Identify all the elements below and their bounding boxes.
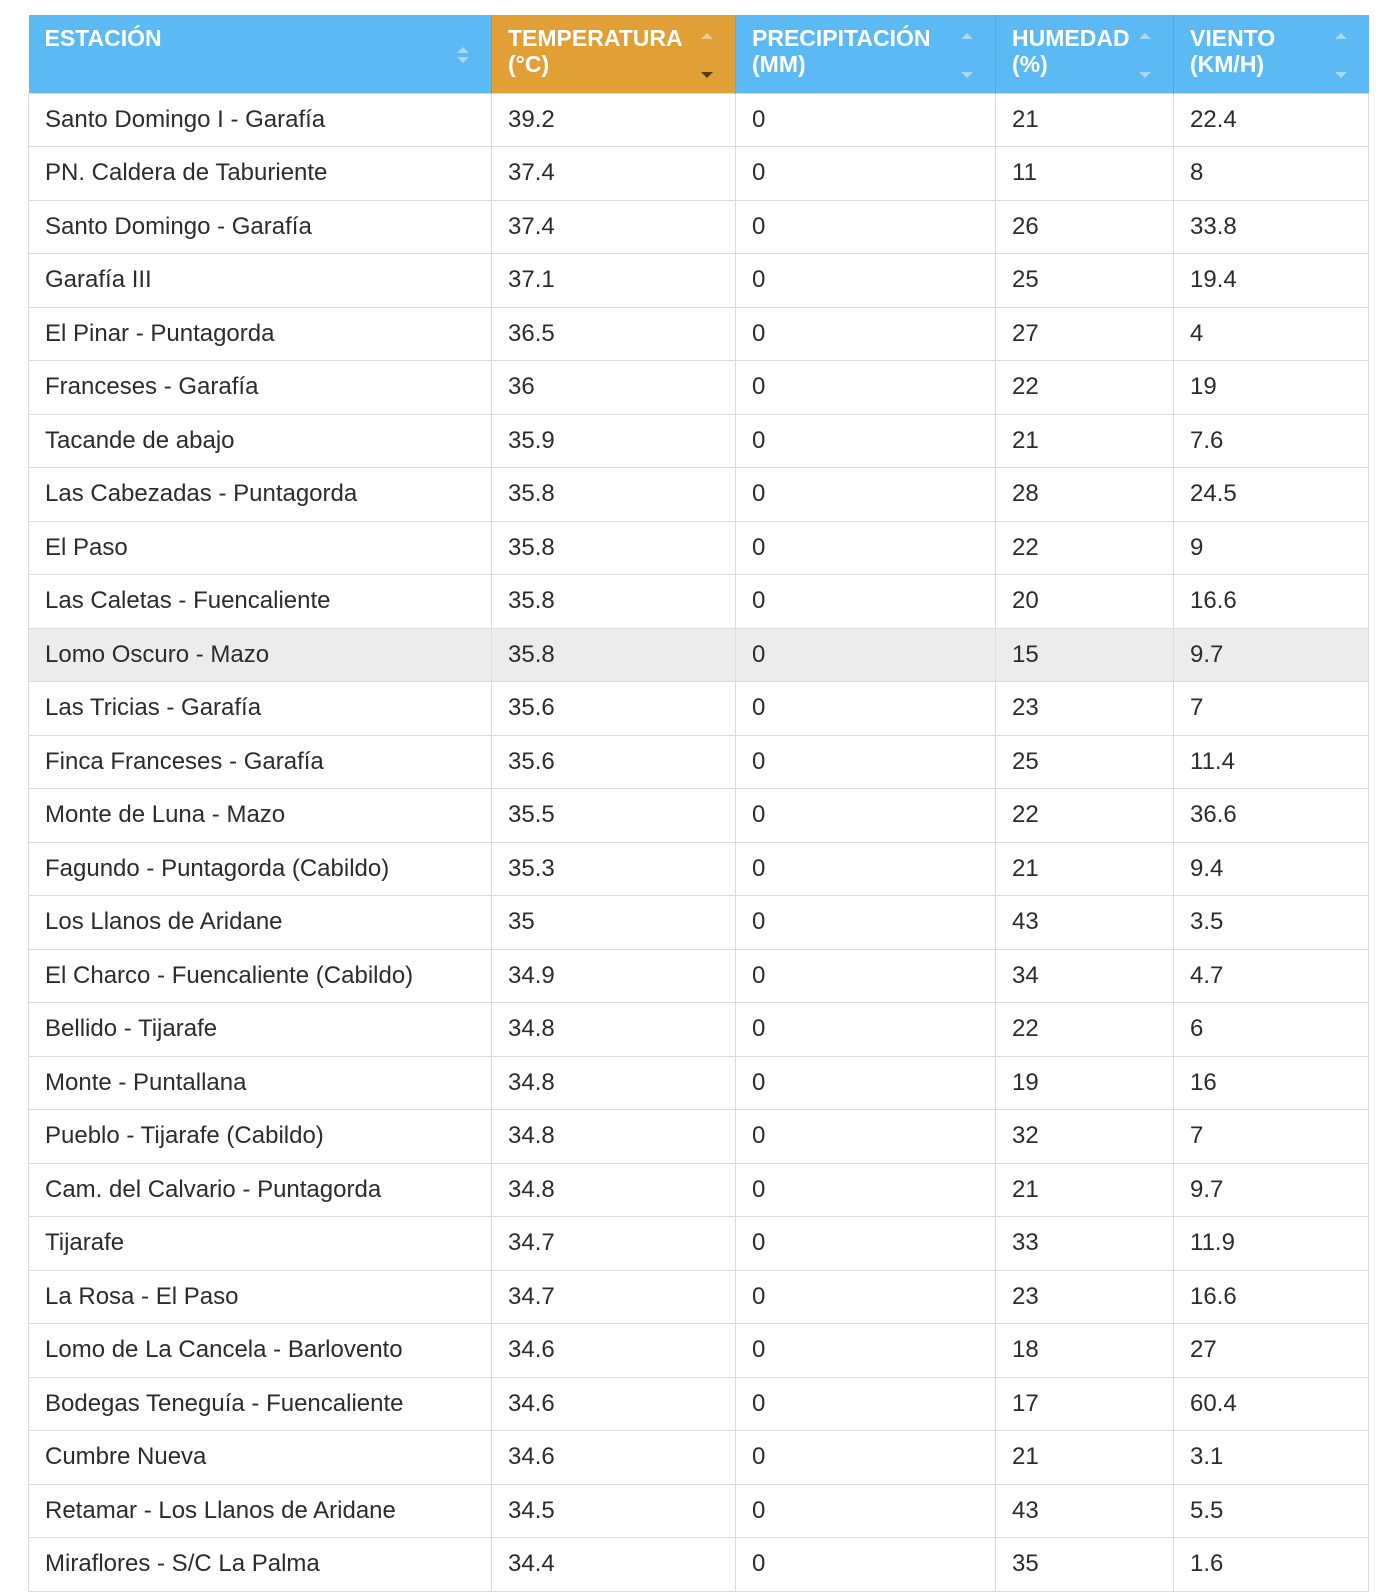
column-header-label: TEMPERATURA xyxy=(508,25,683,51)
humidity-cell: 32 xyxy=(996,1110,1174,1164)
table-row[interactable] xyxy=(29,147,1369,201)
table-row[interactable] xyxy=(29,1431,1369,1485)
wind-cell: 11.9 xyxy=(1174,1217,1369,1271)
table-row[interactable] xyxy=(29,1324,1369,1378)
column-header-estacion[interactable] xyxy=(29,15,492,93)
table-row[interactable] xyxy=(29,361,1369,415)
wind-cell: 4 xyxy=(1174,307,1369,361)
precipitation-cell: 0 xyxy=(736,521,996,575)
precipitation-cell: 0 xyxy=(736,735,996,789)
temperature-cell: 35.8 xyxy=(492,468,736,522)
humidity-cell: 28 xyxy=(996,468,1174,522)
wind-cell: 3.1 xyxy=(1174,1431,1369,1485)
wind-cell: 7 xyxy=(1174,1110,1369,1164)
temperature-cell: 36.5 xyxy=(492,307,736,361)
precipitation-cell: 0 xyxy=(736,414,996,468)
table-row[interactable] xyxy=(29,521,1369,575)
humidity-cell: 11 xyxy=(996,147,1174,201)
table-row[interactable] xyxy=(29,1056,1369,1110)
humidity-cell: 27 xyxy=(996,307,1174,361)
station-cell: Tacande de abajo xyxy=(29,414,492,468)
column-header-unit: (MM) xyxy=(752,51,806,77)
table-row[interactable] xyxy=(29,414,1369,468)
humidity-cell: 17 xyxy=(996,1377,1174,1431)
table-row[interactable] xyxy=(29,575,1369,629)
temperature-cell: 37.4 xyxy=(492,147,736,201)
column-header-viento[interactable] xyxy=(1174,15,1369,93)
wind-cell: 9.7 xyxy=(1174,628,1369,682)
station-cell: Cumbre Nueva xyxy=(29,1431,492,1485)
humidity-cell: 22 xyxy=(996,521,1174,575)
station-cell: Las Caletas - Fuencaliente xyxy=(29,575,492,629)
station-cell: El Pinar - Puntagorda xyxy=(29,307,492,361)
precipitation-cell: 0 xyxy=(736,949,996,1003)
precipitation-cell: 0 xyxy=(736,1431,996,1485)
station-cell: Cam. del Calvario - Puntagorda xyxy=(29,1163,492,1217)
precipitation-cell: 0 xyxy=(736,1163,996,1217)
temperature-cell: 35.6 xyxy=(492,735,736,789)
column-header-unit: (°C) xyxy=(508,51,550,77)
station-cell: Pueblo - Tijarafe (Cabildo) xyxy=(29,1110,492,1164)
humidity-cell: 33 xyxy=(996,1217,1174,1271)
temperature-cell: 34.6 xyxy=(492,1324,736,1378)
table-row[interactable] xyxy=(29,789,1369,843)
column-header-label: HUMEDAD xyxy=(1012,25,1130,51)
table-row[interactable] xyxy=(29,93,1369,147)
precipitation-cell: 0 xyxy=(736,307,996,361)
precipitation-cell: 0 xyxy=(736,575,996,629)
humidity-cell: 22 xyxy=(996,361,1174,415)
temperature-cell: 35.8 xyxy=(492,521,736,575)
station-cell: Las Cabezadas - Puntagorda xyxy=(29,468,492,522)
precipitation-cell: 0 xyxy=(736,896,996,950)
table-row[interactable] xyxy=(29,1377,1369,1431)
temperature-cell: 34.9 xyxy=(492,949,736,1003)
wind-cell: 24.5 xyxy=(1174,468,1369,522)
precipitation-cell: 0 xyxy=(736,1217,996,1271)
table-row[interactable] xyxy=(29,628,1369,682)
column-header-label: VIENTO xyxy=(1190,25,1276,51)
column-header-precipitacion[interactable] xyxy=(736,15,996,93)
wind-cell: 36.6 xyxy=(1174,789,1369,843)
wind-cell: 8 xyxy=(1174,147,1369,201)
precipitation-cell: 0 xyxy=(736,468,996,522)
humidity-cell: 21 xyxy=(996,1163,1174,1217)
wind-cell: 16.6 xyxy=(1174,575,1369,629)
wind-cell: 9 xyxy=(1174,521,1369,575)
precipitation-cell: 0 xyxy=(736,361,996,415)
sort-descending-icon[interactable] xyxy=(701,31,713,87)
temperature-cell: 35.9 xyxy=(492,414,736,468)
station-cell: El Charco - Fuencaliente (Cabildo) xyxy=(29,949,492,1003)
precipitation-cell: 0 xyxy=(736,1110,996,1164)
temperature-cell: 34.4 xyxy=(492,1538,736,1592)
humidity-cell: 35 xyxy=(996,1538,1174,1592)
humidity-cell: 22 xyxy=(996,1003,1174,1057)
temperature-cell: 34.8 xyxy=(492,1003,736,1057)
station-cell: Lomo Oscuro - Mazo xyxy=(29,628,492,682)
humidity-cell: 34 xyxy=(996,949,1174,1003)
temperature-cell: 36 xyxy=(492,361,736,415)
sort-icon[interactable] xyxy=(961,31,973,87)
station-cell: PN. Caldera de Taburiente xyxy=(29,147,492,201)
humidity-cell: 20 xyxy=(996,575,1174,629)
station-cell: Las Tricias - Garafía xyxy=(29,682,492,736)
column-header-label: ESTACIÓN xyxy=(44,25,162,51)
wind-cell: 16.6 xyxy=(1174,1270,1369,1324)
table-row[interactable] xyxy=(29,1003,1369,1057)
temperature-cell: 34.6 xyxy=(492,1377,736,1431)
precipitation-cell: 0 xyxy=(736,254,996,308)
column-header-temperatura[interactable] xyxy=(492,15,736,93)
temperature-cell: 34.6 xyxy=(492,1431,736,1485)
table-row[interactable] xyxy=(29,735,1369,789)
wind-cell: 9.7 xyxy=(1174,1163,1369,1217)
wind-cell: 19.4 xyxy=(1174,254,1369,308)
precipitation-cell: 0 xyxy=(736,842,996,896)
precipitation-cell: 0 xyxy=(736,628,996,682)
station-cell: Tijarafe xyxy=(29,1217,492,1271)
table-row[interactable] xyxy=(29,1270,1369,1324)
precipitation-cell: 0 xyxy=(736,1538,996,1592)
column-header-humedad[interactable] xyxy=(996,15,1174,93)
station-cell: Monte de Luna - Mazo xyxy=(29,789,492,843)
humidity-cell: 21 xyxy=(996,842,1174,896)
table-row[interactable] xyxy=(29,842,1369,896)
wind-cell: 3.5 xyxy=(1174,896,1369,950)
temperature-cell: 34.8 xyxy=(492,1056,736,1110)
humidity-cell: 22 xyxy=(996,789,1174,843)
table-row[interactable] xyxy=(29,468,1369,522)
station-cell: Franceses - Garafía xyxy=(29,361,492,415)
table-row[interactable] xyxy=(29,949,1369,1003)
station-cell: Monte - Puntallana xyxy=(29,1056,492,1110)
temperature-cell: 34.5 xyxy=(492,1484,736,1538)
table-body xyxy=(29,93,1369,1591)
wind-cell: 27 xyxy=(1174,1324,1369,1378)
wind-cell: 9.4 xyxy=(1174,842,1369,896)
station-cell: Lomo de La Cancela - Barlovento xyxy=(29,1324,492,1378)
temperature-cell: 37.1 xyxy=(492,254,736,308)
table-row[interactable] xyxy=(29,896,1369,950)
precipitation-cell: 0 xyxy=(736,147,996,201)
temperature-cell: 34.7 xyxy=(492,1270,736,1324)
wind-cell: 16 xyxy=(1174,1056,1369,1110)
weather-table-container xyxy=(28,15,1368,1592)
humidity-cell: 23 xyxy=(996,682,1174,736)
wind-cell: 19 xyxy=(1174,361,1369,415)
wind-cell: 6 xyxy=(1174,1003,1369,1057)
wind-cell: 33.8 xyxy=(1174,200,1369,254)
wind-cell: 4.7 xyxy=(1174,949,1369,1003)
precipitation-cell: 0 xyxy=(736,1003,996,1057)
humidity-cell: 21 xyxy=(996,1431,1174,1485)
humidity-cell: 21 xyxy=(996,93,1174,147)
station-cell: Retamar - Los Llanos de Aridane xyxy=(29,1484,492,1538)
wind-cell: 7 xyxy=(1174,682,1369,736)
sort-icon[interactable] xyxy=(457,31,469,87)
humidity-cell: 21 xyxy=(996,414,1174,468)
humidity-cell: 43 xyxy=(996,1484,1174,1538)
table-row[interactable] xyxy=(29,307,1369,361)
wind-cell: 22.4 xyxy=(1174,93,1369,147)
station-cell: Fagundo - Puntagorda (Cabildo) xyxy=(29,842,492,896)
humidity-cell: 25 xyxy=(996,735,1174,789)
temperature-cell: 35.6 xyxy=(492,682,736,736)
station-cell: Los Llanos de Aridane xyxy=(29,896,492,950)
humidity-cell: 25 xyxy=(996,254,1174,308)
table-row[interactable] xyxy=(29,200,1369,254)
precipitation-cell: 0 xyxy=(736,1484,996,1538)
station-cell: Finca Franceses - Garafía xyxy=(29,735,492,789)
table-header xyxy=(29,15,1369,93)
precipitation-cell: 0 xyxy=(736,1056,996,1110)
table-row[interactable] xyxy=(29,1163,1369,1217)
column-header-unit: (%) xyxy=(1012,51,1048,77)
station-cell: Miraflores - S/C La Palma xyxy=(29,1538,492,1592)
station-cell: El Paso xyxy=(29,521,492,575)
precipitation-cell: 0 xyxy=(736,1270,996,1324)
temperature-cell: 34.8 xyxy=(492,1110,736,1164)
precipitation-cell: 0 xyxy=(736,200,996,254)
station-cell: La Rosa - El Paso xyxy=(29,1270,492,1324)
station-cell: Bellido - Tijarafe xyxy=(29,1003,492,1057)
table-row[interactable] xyxy=(29,1217,1369,1271)
temperature-cell: 34.7 xyxy=(492,1217,736,1271)
table-row[interactable] xyxy=(29,1484,1369,1538)
column-header-label: PRECIPITACIÓN xyxy=(752,25,931,51)
humidity-cell: 26 xyxy=(996,200,1174,254)
sort-icon[interactable] xyxy=(1139,31,1151,87)
wind-cell: 7.6 xyxy=(1174,414,1369,468)
station-cell: Garafía III xyxy=(29,254,492,308)
temperature-cell: 35.5 xyxy=(492,789,736,843)
temperature-cell: 35.8 xyxy=(492,628,736,682)
temperature-cell: 37.4 xyxy=(492,200,736,254)
precipitation-cell: 0 xyxy=(736,1377,996,1431)
precipitation-cell: 0 xyxy=(736,682,996,736)
precipitation-cell: 0 xyxy=(736,93,996,147)
station-cell: Santo Domingo I - Garafía xyxy=(29,93,492,147)
station-cell: Bodegas Teneguía - Fuencaliente xyxy=(29,1377,492,1431)
table-row[interactable] xyxy=(29,1110,1369,1164)
wind-cell: 1.6 xyxy=(1174,1538,1369,1592)
humidity-cell: 19 xyxy=(996,1056,1174,1110)
temperature-cell: 35.3 xyxy=(492,842,736,896)
temperature-cell: 39.2 xyxy=(492,93,736,147)
wind-cell: 5.5 xyxy=(1174,1484,1369,1538)
humidity-cell: 43 xyxy=(996,896,1174,950)
precipitation-cell: 0 xyxy=(736,1324,996,1378)
wind-cell: 60.4 xyxy=(1174,1377,1369,1431)
temperature-cell: 35.8 xyxy=(492,575,736,629)
precipitation-cell: 0 xyxy=(736,789,996,843)
humidity-cell: 15 xyxy=(996,628,1174,682)
header-row xyxy=(29,15,1369,93)
humidity-cell: 18 xyxy=(996,1324,1174,1378)
column-header-unit: (KM/H) xyxy=(1190,51,1265,77)
temperature-cell: 34.8 xyxy=(492,1163,736,1217)
humidity-cell: 23 xyxy=(996,1270,1174,1324)
station-cell: Santo Domingo - Garafía xyxy=(29,200,492,254)
table-row[interactable] xyxy=(29,1538,1369,1592)
weather-stations-table xyxy=(28,15,1369,1592)
table-row[interactable] xyxy=(29,254,1369,308)
wind-cell: 11.4 xyxy=(1174,735,1369,789)
temperature-cell: 35 xyxy=(492,896,736,950)
sort-icon[interactable] xyxy=(1335,31,1347,87)
table-row[interactable] xyxy=(29,682,1369,736)
